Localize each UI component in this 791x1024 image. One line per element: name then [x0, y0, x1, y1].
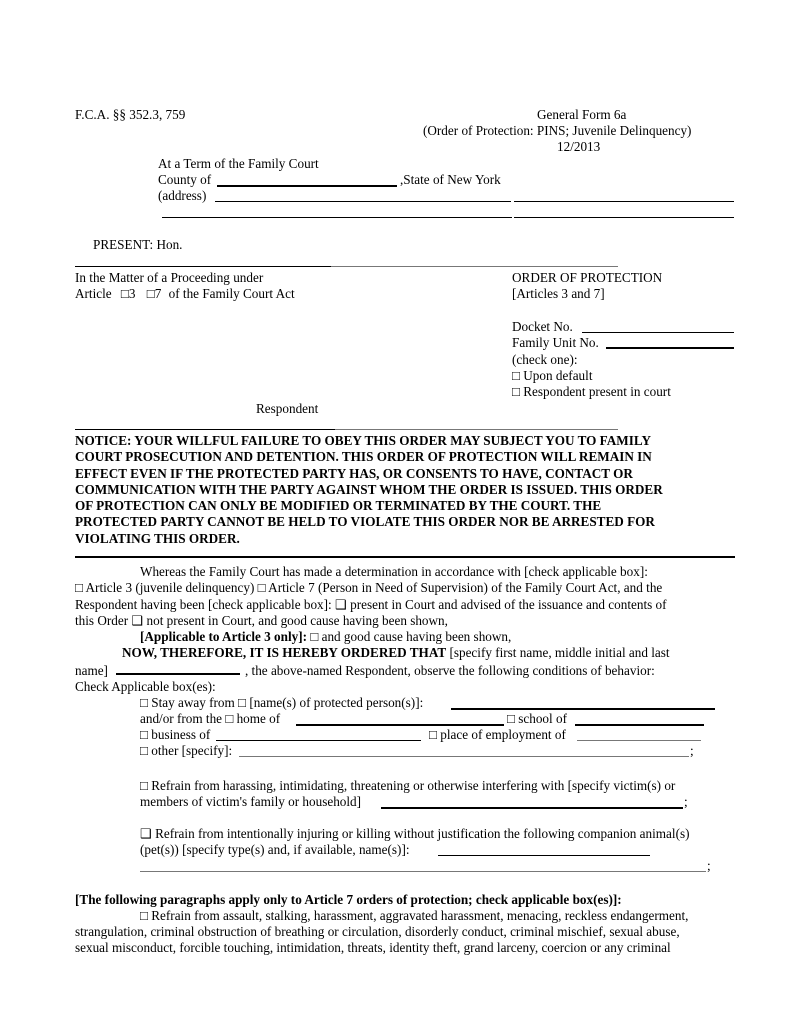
- article-7-line3: sexual misconduct, forcible touching, intimidation, threats, identity theft, grand larceny, coercion or any criminal: [75, 940, 671, 955]
- article-7-line2: strangulation, criminal obstruction of breathing or circulation, disorderly conduct, criminal mischief, sexual abuse,: [75, 924, 680, 939]
- home-option[interactable]: and/or from the □ home of: [140, 711, 281, 726]
- article-line: [75, 286, 295, 302]
- caption-top-rule-light: [331, 266, 618, 267]
- protected-persons-field[interactable]: [451, 708, 715, 710]
- refrain-harassing-line2: members of victim's family or household]: [140, 794, 362, 809]
- whereas-line: Respondent having been [check applicable box]: ❑ present in Court and advised of the issuance and contents of: [75, 596, 667, 612]
- check-one-label: (check one):: [512, 352, 578, 367]
- article-3-only-text: □ and good cause having been shown,: [307, 629, 512, 645]
- form-name: General Form 6a: [537, 107, 627, 122]
- notice-line: COURT PROSECUTION AND DETENTION. THIS ORDER OF PROTECTION WILL REMAIN IN: [75, 449, 652, 465]
- notice-line: EFFECT EVEN IF THE PROTECTED PARTY HAS, OR CONSENTS TO HAVE, CONTACT OR: [75, 465, 633, 481]
- notice-line: PROTECTED PARTY CANNOT BE HELD TO VIOLATE THIS ORDER NOR BE ARRESTED FOR: [75, 514, 655, 530]
- name-suffix: , the above-named Respondent, observe the following conditions of behavior:: [244, 662, 655, 678]
- school-option[interactable]: □ school of: [507, 711, 567, 726]
- article-7-heading: [The following paragraphs apply only to Article 7 orders of protection; check applicable box(es)]:: [75, 892, 622, 907]
- whereas-line: Whereas the Family Court has made a determination in accordance with [check applicable box]:: [140, 564, 648, 579]
- article-3-label: 3: [128, 286, 136, 301]
- county-field[interactable]: [217, 185, 397, 187]
- refrain-animal-option[interactable]: ❑ Refrain from intentionally injuring or killing without justification the following companion animal(s): [140, 826, 690, 841]
- other-semicolon: ;: [690, 743, 694, 758]
- article-7-label: 7: [154, 286, 162, 301]
- address-label: (address): [158, 188, 207, 203]
- family-unit-field[interactable]: [606, 347, 734, 349]
- present-line: PRESENT: Hon.: [93, 237, 183, 252]
- article-7-checkbox[interactable]: □: [146, 286, 155, 301]
- article-suffix: of the Family Court Act: [168, 286, 295, 301]
- family-unit-label: Family Unit No.: [512, 335, 599, 350]
- other-option[interactable]: □ other [specify]:: [140, 743, 233, 758]
- business-option[interactable]: □ business of: [140, 727, 211, 742]
- whereas-line: □ Article 3 (juvenile delinquency) □ Article 7 (Person in Need of Supervision) of the Family Court Act, and the: [75, 580, 663, 596]
- notice-block: [75, 433, 735, 547]
- article-prefix: Article: [75, 286, 112, 301]
- whereas-line: this Order ❑ not present in Court, and good cause having been shown,: [75, 612, 448, 628]
- employment-field[interactable]: [577, 740, 701, 741]
- caption-bottom-rule-light: [335, 429, 618, 430]
- stay-away-option[interactable]: □ Stay away from □ [name(s) of protected person(s)]:: [140, 695, 424, 710]
- caption-bottom-rule: [75, 429, 335, 430]
- employment-option[interactable]: □ place of employment of: [429, 727, 566, 742]
- notice-line: VIOLATING THIS ORDER.: [75, 530, 240, 546]
- article-3-checkbox[interactable]: □: [120, 286, 129, 301]
- ordered-text: [specify first name, middle initial and last: [446, 645, 670, 661]
- upon-default-option[interactable]: □ Upon default: [512, 368, 593, 383]
- refrain-animal-semicolon: ;: [707, 858, 711, 873]
- respondent-name-field[interactable]: [116, 662, 240, 675]
- address-line-2-right[interactable]: [514, 217, 734, 218]
- court-term-line: At a Term of the Family Court: [158, 156, 319, 171]
- refrain-animal-line2: (pet(s)) [specify type(s) and, if available, name(s)]:: [140, 842, 410, 857]
- matter-line: In the Matter of a Proceeding under: [75, 270, 264, 285]
- notice-line: COMMUNICATION WITH THE PARTY AGAINST WHOM THE ORDER IS ISSUED. THIS ORDER: [75, 481, 663, 497]
- address-line-2[interactable]: [162, 217, 512, 218]
- school-field[interactable]: [575, 724, 704, 726]
- respondent-label: Respondent: [256, 401, 319, 416]
- whereas-paragraph: [75, 564, 735, 695]
- article-3-only-label: [Applicable to Article 3 only]:: [140, 629, 308, 645]
- refrain-assault-option[interactable]: □ Refrain from assault, stalking, harassment, aggravated harassment, menacing, reckless endangerment,: [140, 908, 689, 923]
- check-applicable-label: Check Applicable box(es):: [75, 679, 216, 695]
- name-label: name]: [75, 662, 108, 678]
- county-label: County of: [158, 172, 212, 187]
- state-label: ,State of New York: [400, 172, 501, 187]
- notice-line: NOTICE: YOUR WILLFUL FAILURE TO OBEY THIS ORDER MAY SUBJECT YOU TO FAMILY: [75, 433, 651, 448]
- caption-top-rule: [75, 266, 331, 267]
- refrain-harassing-semicolon: ;: [684, 794, 688, 809]
- form-subtitle: (Order of Protection: PINS; Juvenile Delinquency): [423, 123, 692, 138]
- address-field-right[interactable]: [514, 201, 734, 202]
- ordered-heading: NOW, THEREFORE, IT IS HEREBY ORDERED THAT: [122, 645, 447, 661]
- pet-names-field-line2[interactable]: [140, 871, 706, 872]
- home-field[interactable]: [296, 724, 504, 726]
- respondent-present-option[interactable]: □ Respondent present in court: [512, 384, 671, 399]
- docket-label: Docket No.: [512, 319, 573, 334]
- address-field[interactable]: [215, 201, 511, 202]
- victim-family-field[interactable]: [381, 807, 683, 809]
- business-field[interactable]: [216, 740, 421, 741]
- pet-names-field[interactable]: [438, 855, 650, 856]
- refrain-harassing-option[interactable]: □ Refrain from harassing, intimidating, threatening or otherwise interfering with [specify victim(s) or: [140, 778, 676, 793]
- order-articles: [Articles 3 and 7]: [512, 286, 605, 301]
- form-date: 12/2013: [557, 139, 601, 154]
- docket-field[interactable]: [582, 332, 734, 333]
- statute-reference: F.C.A. §§ 352.3, 759: [75, 107, 186, 122]
- notice-line: OF PROTECTION CAN ONLY BE MODIFIED OR TERMINATED BY THE COURT. THE: [75, 498, 602, 514]
- order-title: ORDER OF PROTECTION: [512, 270, 663, 285]
- notice-divider: [75, 556, 735, 558]
- other-field[interactable]: [239, 756, 689, 757]
